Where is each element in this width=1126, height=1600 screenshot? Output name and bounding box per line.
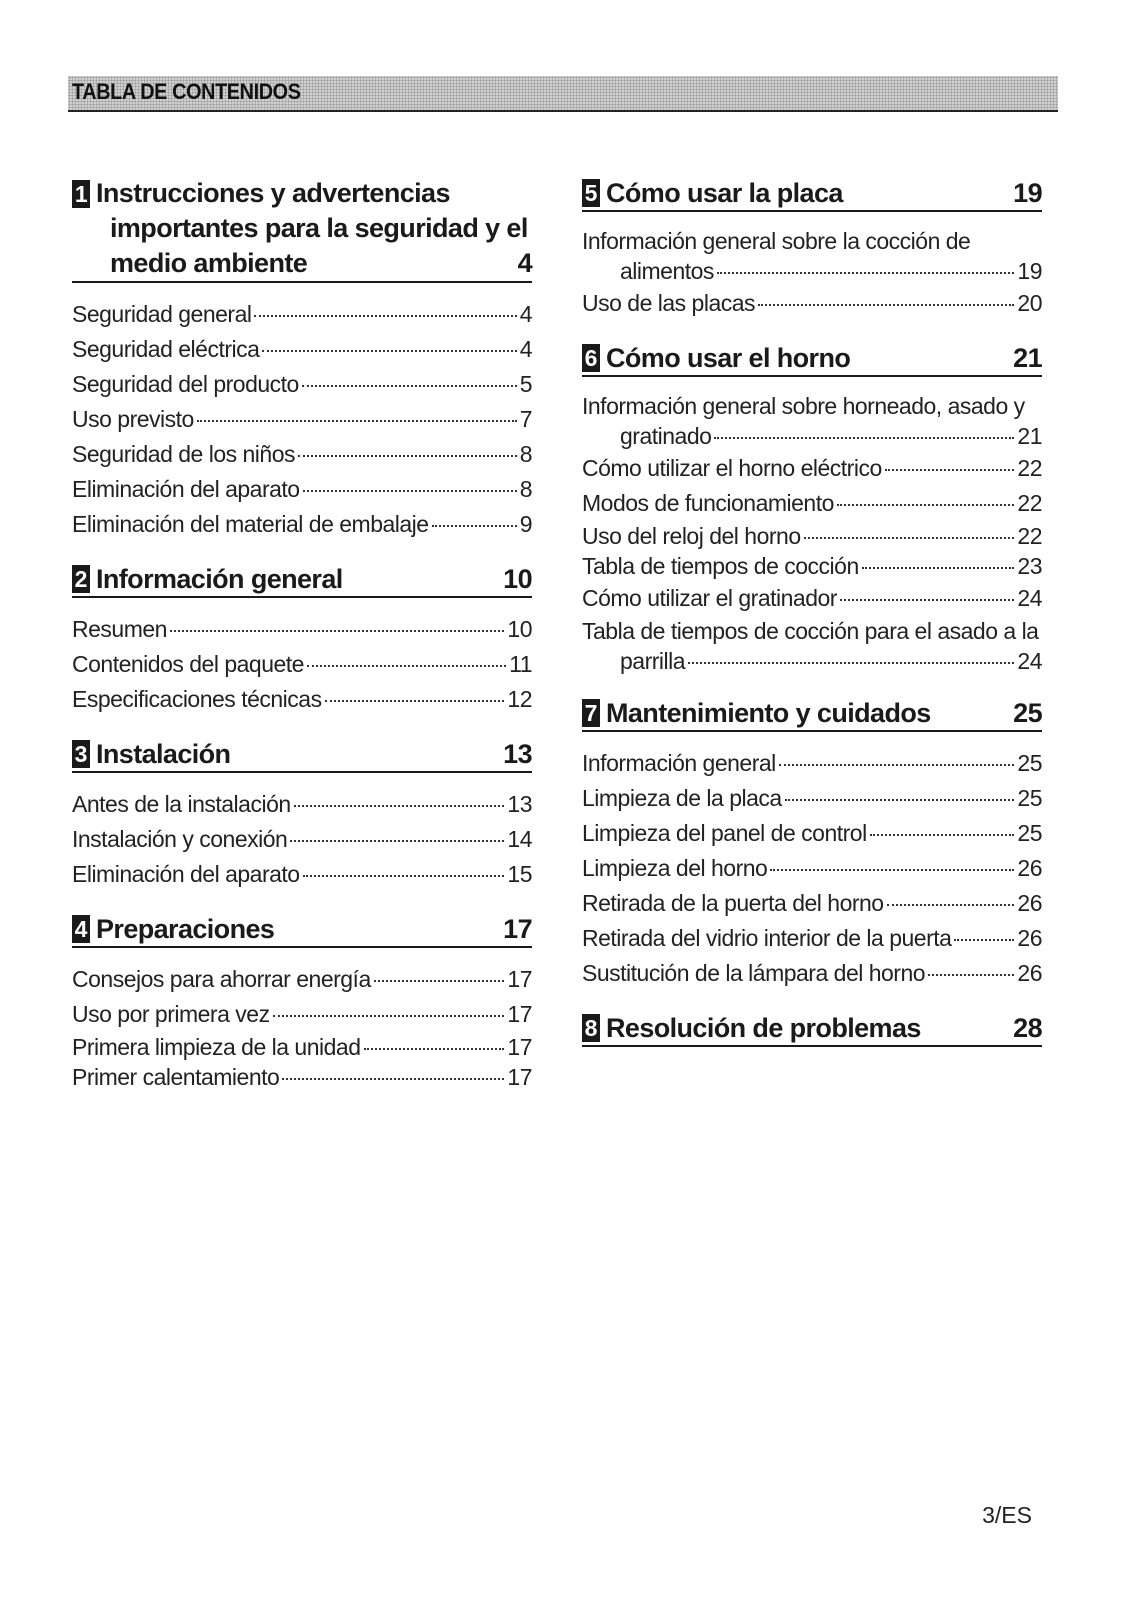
entry-page: 17 (507, 1001, 532, 1027)
dot-leader (887, 904, 1015, 906)
toc-left-column (72, 176, 532, 1112)
dot-leader (303, 490, 517, 492)
toc-entry[interactable] (582, 746, 1042, 781)
section-page-number: 28 (1013, 1013, 1042, 1043)
entry-title: Eliminación del aparato (72, 861, 300, 887)
dot-leader (254, 315, 516, 317)
dot-leader (302, 385, 517, 387)
entry-title: alimentos (620, 258, 714, 284)
toc-entry[interactable] (582, 451, 1042, 486)
dot-leader (303, 875, 505, 877)
entry-title: Limpieza de la placa (582, 785, 782, 811)
section-number-badge: 1 (72, 180, 90, 208)
entry-page: 26 (1017, 925, 1042, 951)
toc-section-3 (72, 737, 532, 892)
entry-title: Cómo utilizar el horno eléctrico (582, 455, 882, 481)
dot-leader (197, 420, 517, 422)
entry-title: Antes de la instalación (72, 791, 291, 817)
entry-page: 17 (507, 1034, 532, 1060)
entry-page: 23 (1017, 553, 1042, 579)
entry-title: Seguridad general (72, 301, 252, 327)
toc-entry[interactable] (582, 421, 1042, 451)
entry-title-first-line: Información general sobre horneado, asado y (582, 393, 1025, 419)
section-number-badge: 3 (72, 740, 90, 768)
section-number-badge: 6 (582, 344, 600, 372)
toc-entry[interactable] (72, 1032, 532, 1062)
toc-entry[interactable] (72, 472, 532, 507)
section-page-number: 4 (517, 248, 532, 278)
entry-title: Tabla de tiempos de cocción (582, 553, 859, 579)
toc-entry[interactable] (72, 822, 532, 857)
dot-leader (364, 1048, 505, 1050)
section-heading[interactable] (72, 562, 532, 598)
dot-leader (282, 1078, 504, 1080)
entry-page: 24 (1017, 585, 1042, 611)
dot-leader (688, 662, 1014, 664)
section-heading[interactable] (582, 341, 1042, 377)
toc-entry[interactable] (582, 921, 1042, 956)
entry-title: parrilla (620, 648, 686, 674)
toc-entry[interactable] (72, 297, 532, 332)
entry-title: Primer calentamiento (72, 1064, 280, 1090)
toc-entry[interactable] (72, 612, 532, 647)
dot-leader (374, 980, 505, 982)
toc-entry[interactable] (72, 787, 532, 822)
entry-page: 24 (1017, 648, 1042, 674)
dot-leader (928, 974, 1014, 976)
section-title: Resolución de problemas (606, 1013, 921, 1043)
toc-section-7 (582, 696, 1042, 991)
toc-entry[interactable] (72, 962, 532, 997)
entry-title: Retirada del vidrio interior de la puerta (582, 925, 952, 951)
entry-title-first-line: Tabla de tiempos de cocción para el asado a la (582, 618, 1039, 644)
toc-entry[interactable] (72, 1062, 532, 1092)
toc-entry[interactable] (582, 581, 1042, 616)
entry-title: Información general (582, 750, 776, 776)
entry-title: Limpieza del panel de control (582, 820, 867, 846)
toc-entry[interactable] (72, 402, 532, 437)
section-heading[interactable] (72, 737, 532, 773)
toc-entry[interactable] (582, 521, 1042, 551)
toc-entry[interactable] (582, 886, 1042, 921)
section-title: Cómo usar la placa (606, 178, 843, 208)
entry-title: Resumen (72, 616, 167, 642)
entry-page: 12 (507, 686, 532, 712)
dot-leader (885, 469, 1015, 471)
dot-leader (954, 939, 1014, 941)
toc-section-6 (582, 341, 1042, 676)
entry-page: 8 (519, 476, 532, 502)
toc-entry[interactable] (72, 507, 532, 542)
entry-page: 4 (519, 301, 532, 327)
dot-leader (770, 869, 1014, 871)
section-heading[interactable] (72, 912, 532, 948)
toc-entry[interactable] (72, 682, 532, 717)
entry-page: 11 (509, 651, 532, 677)
section-number-badge: 4 (72, 915, 90, 943)
entry-title: Consejos para ahorrar energía (72, 966, 371, 992)
entry-page: 26 (1017, 890, 1042, 916)
section-page-number: 21 (1013, 343, 1042, 373)
toc-header-title: TABLA DE CONTENIDOS (72, 79, 301, 104)
toc-section-8 (582, 1011, 1042, 1047)
dot-leader (262, 350, 516, 352)
entry-page: 21 (1017, 423, 1042, 449)
entry-title: Uso del reloj del horno (582, 523, 801, 549)
section-page-number: 19 (1013, 178, 1042, 208)
dot-leader (294, 805, 505, 807)
entry-title: Uso de las placas (582, 290, 756, 316)
toc-entry[interactable] (72, 647, 532, 682)
toc-section-2 (72, 562, 532, 717)
entry-title: Especificaciones técnicas (72, 686, 322, 712)
toc-entry[interactable] (582, 256, 1042, 286)
toc-section-5 (582, 176, 1042, 321)
section-page-number: 25 (1013, 698, 1042, 728)
toc-right-column (582, 176, 1042, 1067)
entry-page: 22 (1017, 523, 1042, 549)
dot-leader (307, 665, 506, 667)
section-heading[interactable] (582, 176, 1042, 212)
entry-title: Sustitución de la lámpara del horno (582, 960, 926, 986)
entry-title: gratinado (620, 423, 712, 449)
entry-page: 4 (519, 336, 532, 362)
entry-page: 7 (519, 406, 532, 432)
section-title: Mantenimiento y cuidados (606, 698, 931, 728)
entry-page: 26 (1017, 960, 1042, 986)
entry-title: Seguridad de los niños (72, 441, 295, 467)
entry-page: 22 (1017, 490, 1042, 516)
section-title-line: medio ambiente (110, 248, 308, 278)
entry-title: Uso por primera vez (72, 1001, 270, 1027)
toc-entry[interactable] (582, 851, 1042, 886)
entry-title: Seguridad del producto (72, 371, 299, 397)
dot-leader (432, 525, 517, 527)
toc-entry[interactable] (72, 332, 532, 367)
entry-title: Eliminación del material de embalaje (72, 511, 429, 537)
dot-leader (290, 840, 504, 842)
entry-page: 15 (507, 861, 532, 887)
entry-page: 17 (507, 1064, 532, 1090)
section-page-number: 10 (503, 564, 532, 594)
toc-entry[interactable] (582, 816, 1042, 851)
section-number-badge: 5 (582, 179, 600, 207)
entry-title: Limpieza del horno (582, 855, 768, 881)
dot-leader (758, 304, 1014, 306)
section-heading[interactable] (72, 176, 532, 283)
entry-title: Eliminación del aparato (72, 476, 300, 502)
section-title: Instalación (96, 739, 231, 769)
toc-section-4 (72, 912, 532, 1092)
dot-leader (273, 1015, 505, 1017)
toc-entry[interactable] (582, 551, 1042, 581)
entry-page: 14 (507, 826, 532, 852)
toc-entry[interactable] (582, 486, 1042, 521)
entry-title: Uso previsto (72, 406, 194, 432)
dot-leader (840, 599, 1014, 601)
entry-title: Contenidos del paquete (72, 651, 304, 677)
toc-entry[interactable] (72, 857, 532, 892)
entry-page: 25 (1017, 820, 1042, 846)
section-title: Información general (96, 564, 343, 594)
entry-page: 22 (1017, 455, 1042, 481)
toc-entry[interactable] (582, 956, 1042, 991)
entry-page: 10 (507, 616, 532, 642)
toc-entry[interactable] (72, 437, 532, 472)
entry-title: Cómo utilizar el gratinador (582, 585, 837, 611)
entry-title: Seguridad eléctrica (72, 336, 260, 362)
entry-title: Primera limpieza de la unidad (72, 1034, 361, 1060)
entry-title: Instalación y conexión (72, 826, 288, 852)
dot-leader (862, 567, 1015, 569)
entry-page: 17 (507, 966, 532, 992)
section-page-number: 17 (503, 914, 532, 944)
entry-title: Retirada de la puerta del horno (582, 890, 884, 916)
dot-leader (804, 537, 1015, 539)
dot-leader (325, 700, 505, 702)
section-title-line: Instrucciones y advertencias (96, 178, 450, 208)
section-number-badge: 7 (582, 699, 600, 727)
section-number-badge: 2 (72, 565, 90, 593)
dot-leader (785, 799, 1015, 801)
section-title: Preparaciones (96, 914, 275, 944)
section-title-line: importantes para la seguridad y el (110, 213, 528, 243)
entry-page: 26 (1017, 855, 1042, 881)
entry-title-first-line: Información general sobre la cocción de (582, 228, 971, 254)
entry-page: 5 (519, 371, 532, 397)
entry-page: 25 (1017, 750, 1042, 776)
header-band (68, 76, 1058, 112)
toc-entry[interactable] (582, 781, 1042, 816)
page-number-footer: 3/ES (982, 1502, 1032, 1528)
entry-page: 13 (507, 791, 532, 817)
toc-entry[interactable] (72, 997, 532, 1032)
toc-entry[interactable] (72, 367, 532, 402)
dot-leader (779, 764, 1015, 766)
entry-page: 19 (1017, 258, 1042, 284)
entry-title: Modos de funcionamiento (582, 490, 834, 516)
toc-entry[interactable] (582, 286, 1042, 321)
entry-page: 25 (1017, 785, 1042, 811)
dot-leader (837, 504, 1015, 506)
section-heading[interactable] (582, 1011, 1042, 1047)
dot-leader (870, 834, 1015, 836)
toc-section-1 (72, 176, 532, 542)
toc-entry[interactable] (582, 646, 1042, 676)
dot-leader (717, 272, 1014, 274)
section-title: Cómo usar el horno (606, 343, 851, 373)
entry-page: 20 (1017, 290, 1042, 316)
dot-leader (298, 455, 517, 457)
section-number-badge: 8 (582, 1014, 600, 1042)
dot-leader (170, 630, 504, 632)
entry-page: 8 (519, 441, 532, 467)
entry-page: 9 (519, 511, 532, 537)
section-heading[interactable] (582, 696, 1042, 732)
dot-leader (714, 437, 1014, 439)
section-page-number: 13 (503, 739, 532, 769)
